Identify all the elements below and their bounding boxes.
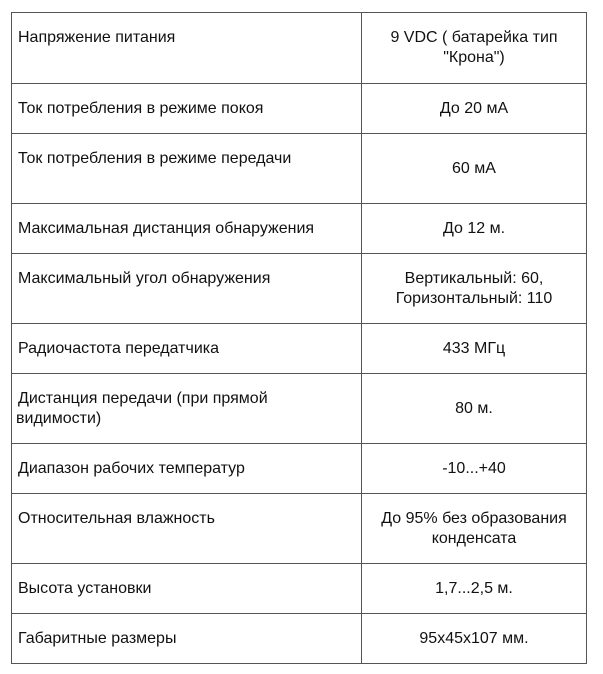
table-row: [12, 204, 587, 254]
row-value: 1,7...2,5 м.: [435, 580, 513, 597]
row-label-cell: [12, 204, 362, 254]
table-row: [12, 324, 587, 374]
table-row: [12, 374, 587, 444]
row-label: Максимальный угол обнаружения: [18, 270, 271, 287]
row-label-cell: [12, 564, 362, 614]
row-label-cell: [12, 444, 362, 494]
spec-table: [11, 12, 587, 664]
row-label-cell: [12, 254, 362, 324]
row-value: 433 МГц: [442, 340, 506, 357]
row-label-cell: [12, 494, 362, 564]
row-value: До 12 м.: [442, 220, 506, 237]
row-value: 80 м.: [455, 400, 493, 417]
row-label: Ток потребления в режиме передачи: [18, 150, 292, 167]
row-label: Напряжение питания: [18, 29, 176, 46]
row-value-cell: [362, 84, 587, 134]
row-value-cell: [362, 13, 587, 84]
row-label-cell: [12, 324, 362, 374]
table-row: [12, 254, 587, 324]
row-label-cell: [12, 614, 362, 664]
row-label: Относительная влажность: [18, 510, 215, 527]
row-value-cell: [362, 204, 587, 254]
row-value: 60 мА: [452, 160, 496, 177]
row-value-cell: [362, 494, 587, 564]
row-label-cell: [12, 374, 362, 444]
row-value-cell: [362, 324, 587, 374]
row-label: Дистанция передачи (при прямой видимости): [16, 390, 268, 427]
row-label-cell: [12, 13, 362, 84]
row-label: Радиочастота передатчика: [18, 340, 220, 357]
table-row: [12, 84, 587, 134]
row-label: Диапазон рабочих температур: [18, 460, 245, 477]
table-row: [12, 614, 587, 664]
row-label: Габаритные размеры: [18, 630, 177, 647]
row-label-cell: [12, 84, 362, 134]
row-value-cell: [362, 374, 587, 444]
row-value-cell: [362, 254, 587, 324]
row-label-cell: [12, 134, 362, 204]
row-value: 9 VDC ( батарейка тип "Крона"): [390, 29, 558, 66]
table-row: [12, 444, 587, 494]
row-value-cell: [362, 614, 587, 664]
row-value: До 95% без образования конденсата: [381, 510, 567, 547]
row-label: Ток потребления в режиме покоя: [18, 100, 264, 117]
row-value: 95x45x107 мм.: [419, 630, 529, 647]
row-value: До 20 мА: [439, 100, 509, 117]
table-row: [12, 494, 587, 564]
table-row: [12, 134, 587, 204]
table-row: [12, 564, 587, 614]
row-label: Высота установки: [18, 580, 152, 597]
row-label: Максимальная дистанция обнаружения: [18, 220, 315, 237]
row-value-cell: [362, 134, 587, 204]
row-value: -10...+40: [442, 460, 506, 477]
row-value-cell: [362, 444, 587, 494]
row-value: Вертикальный: 60, Горизонтальный: 110: [395, 270, 553, 307]
row-value-cell: [362, 564, 587, 614]
table-row: [12, 13, 587, 84]
